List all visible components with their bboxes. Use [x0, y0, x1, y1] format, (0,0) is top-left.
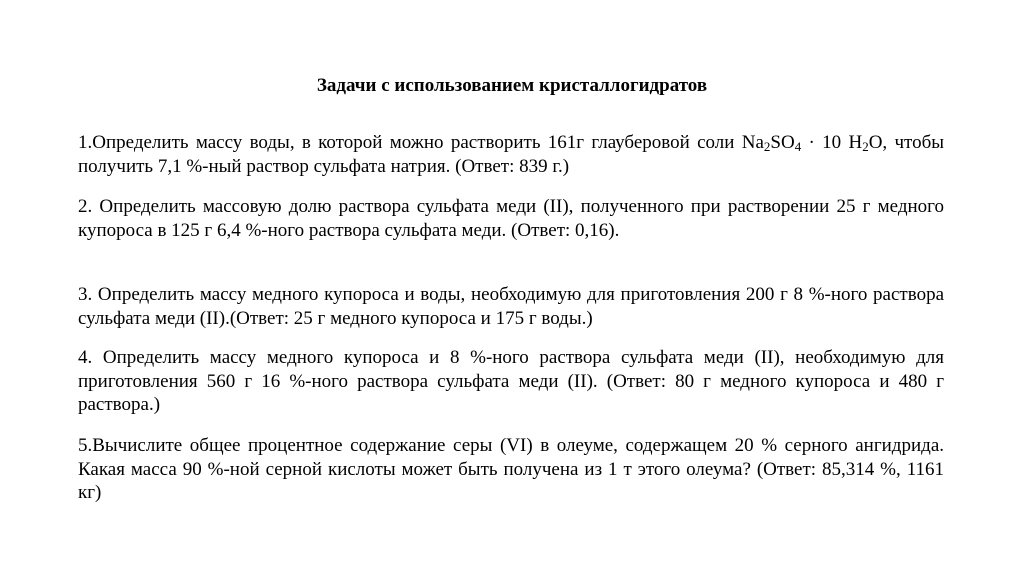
task-1-text-d: O, чтобы получить 7,1 %-ный раствор сульфата натрия. (Ответ: 839 г.): [78, 132, 945, 177]
task-1: [78, 131, 944, 178]
task-1-text-c: · 10 H: [801, 132, 863, 153]
task-1-subscript-c: 2: [862, 139, 869, 154]
task-1-subscript-a: 2: [763, 139, 771, 154]
task-1-text-b: SO: [770, 132, 795, 153]
task-5: 5.Вычислите общее процентное содержание серы (VI) в олеуме, содержащем 20 % серного ангидрида. Какая масса 90 %-ной серной кислоты может быть получена из 1 т этого олеума? (Ответ: 85,314 %, 1161 кг): [78, 435, 944, 503]
task-4: 4. Определить массу медного купороса и 8 %-ного раствора сульфата меди (II), необходимую для приготовления 560 г 16 %-ного раствора сульфата меди (II). (Ответ: 80 г медного купороса и 480 г раствора.): [78, 347, 944, 415]
task-3: 3. Определить массу медного купороса и воды, необходимую для приготовления 200 г 8 %-ного раствора сульфата меди (II).(Ответ: 25 г медного купороса и 175 г воды.): [78, 284, 944, 329]
task-1-text-a: 1.Определить массу воды, в которой можно растворить 161г глауберовой соли Na: [78, 132, 764, 153]
task-1-subscript-b: 4: [794, 139, 802, 154]
slide-title: Задачи с использованием кристаллогидратов: [316, 75, 708, 96]
task-2: 2. Определить массовую долю раствора сульфата меди (II), полученного при растворении 25 г медного купороса в 125 г 6,4 %-ного раствора сульфата меди. (Ответ: 0,16).: [78, 196, 944, 241]
